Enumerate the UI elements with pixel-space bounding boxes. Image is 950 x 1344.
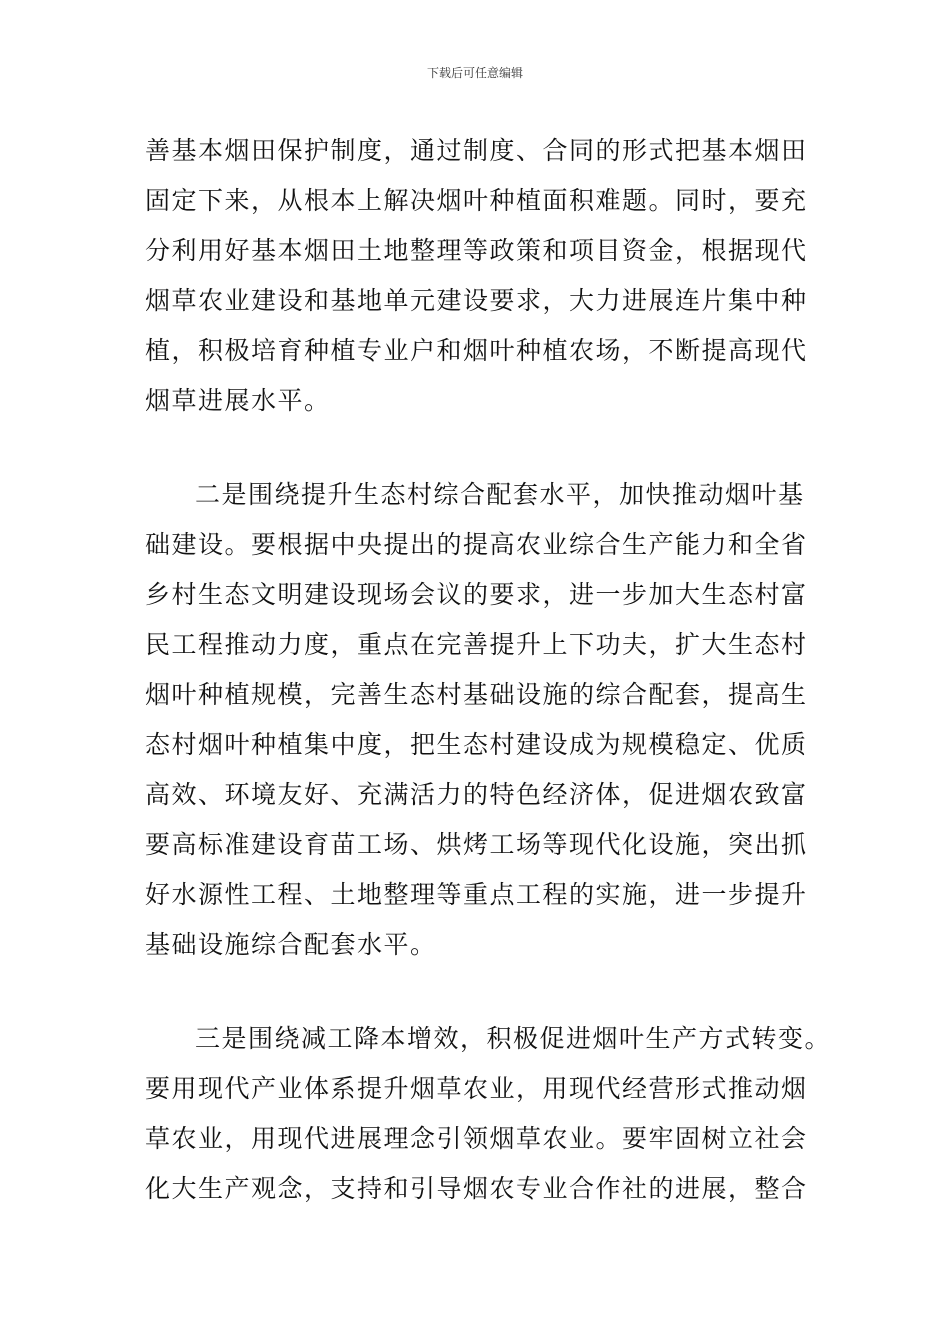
paragraph-line: 烟叶种植规模，完善生态村基础设施的综合配套，提高生 [145, 680, 808, 709]
paragraph-line: 要用现代产业体系提升烟草农业，用现代经营形式推动烟 [145, 1074, 808, 1103]
paragraph-spacer [145, 970, 815, 1014]
paragraph-line: 植，积极培育种植专业户和烟叶种植农场，不断提高现代 [145, 336, 808, 365]
paragraph-line: 要高标准建设育苗工场、烘烤工场等现代化设施，突出抓 [145, 830, 808, 859]
paragraph-line: 乡村生态文明建设现场会议的要求，进一步加大生态村富 [145, 580, 808, 609]
paragraph-line: 态村烟叶种植集中度，把生态村建设成为规模稳定、优质 [145, 730, 808, 759]
paragraph-line: 化大生产观念，支持和引导烟农专业合作社的进展，整合 [145, 1174, 808, 1203]
paragraph-spacer [145, 426, 815, 470]
paragraph-line: 固定下来，从根本上解决烟叶种植面积难题。同时，要充 [145, 186, 808, 215]
paragraph-line: 二是围绕提升生态村综合配套水平，加快推动烟叶基 [195, 480, 805, 509]
paragraph-2 [145, 470, 815, 970]
paragraph-line: 民工程推动力度，重点在完善提升上下功夫，扩大生态村 [145, 630, 808, 659]
paragraph-line: 烟草农业建设和基地单元建设要求，大力进展连片集中种 [145, 286, 808, 315]
document-body [145, 126, 832, 1214]
paragraph-3 [145, 1014, 832, 1214]
page-header: 下载后可任意编辑 [426, 66, 523, 80]
paragraph-line: 好水源性工程、土地整理等重点工程的实施，进一步提升 [145, 880, 808, 909]
paragraph-line: 基础设施综合配套水平。 [145, 930, 437, 959]
paragraph-line: 三是围绕减工降本增效，积极促进烟叶生产方式转变。 [195, 1024, 832, 1053]
paragraph-line: 草农业，用现代进展理念引领烟草农业。要牢固树立社会 [145, 1124, 808, 1153]
paragraph-line: 善基本烟田保护制度，通过制度、合同的形式把基本烟田 [145, 136, 808, 165]
paragraph-line: 分利用好基本烟田土地整理等政策和项目资金，根据现代 [145, 236, 808, 265]
paragraph-1 [145, 126, 815, 426]
paragraph-line: 烟草进展水平。 [145, 386, 331, 415]
paragraph-line: 高效、环境友好、充满活力的特色经济体，促进烟农致富 [145, 780, 808, 809]
paragraph-line: 础建设。要根据中央提出的提高农业综合生产能力和全省 [145, 530, 808, 559]
